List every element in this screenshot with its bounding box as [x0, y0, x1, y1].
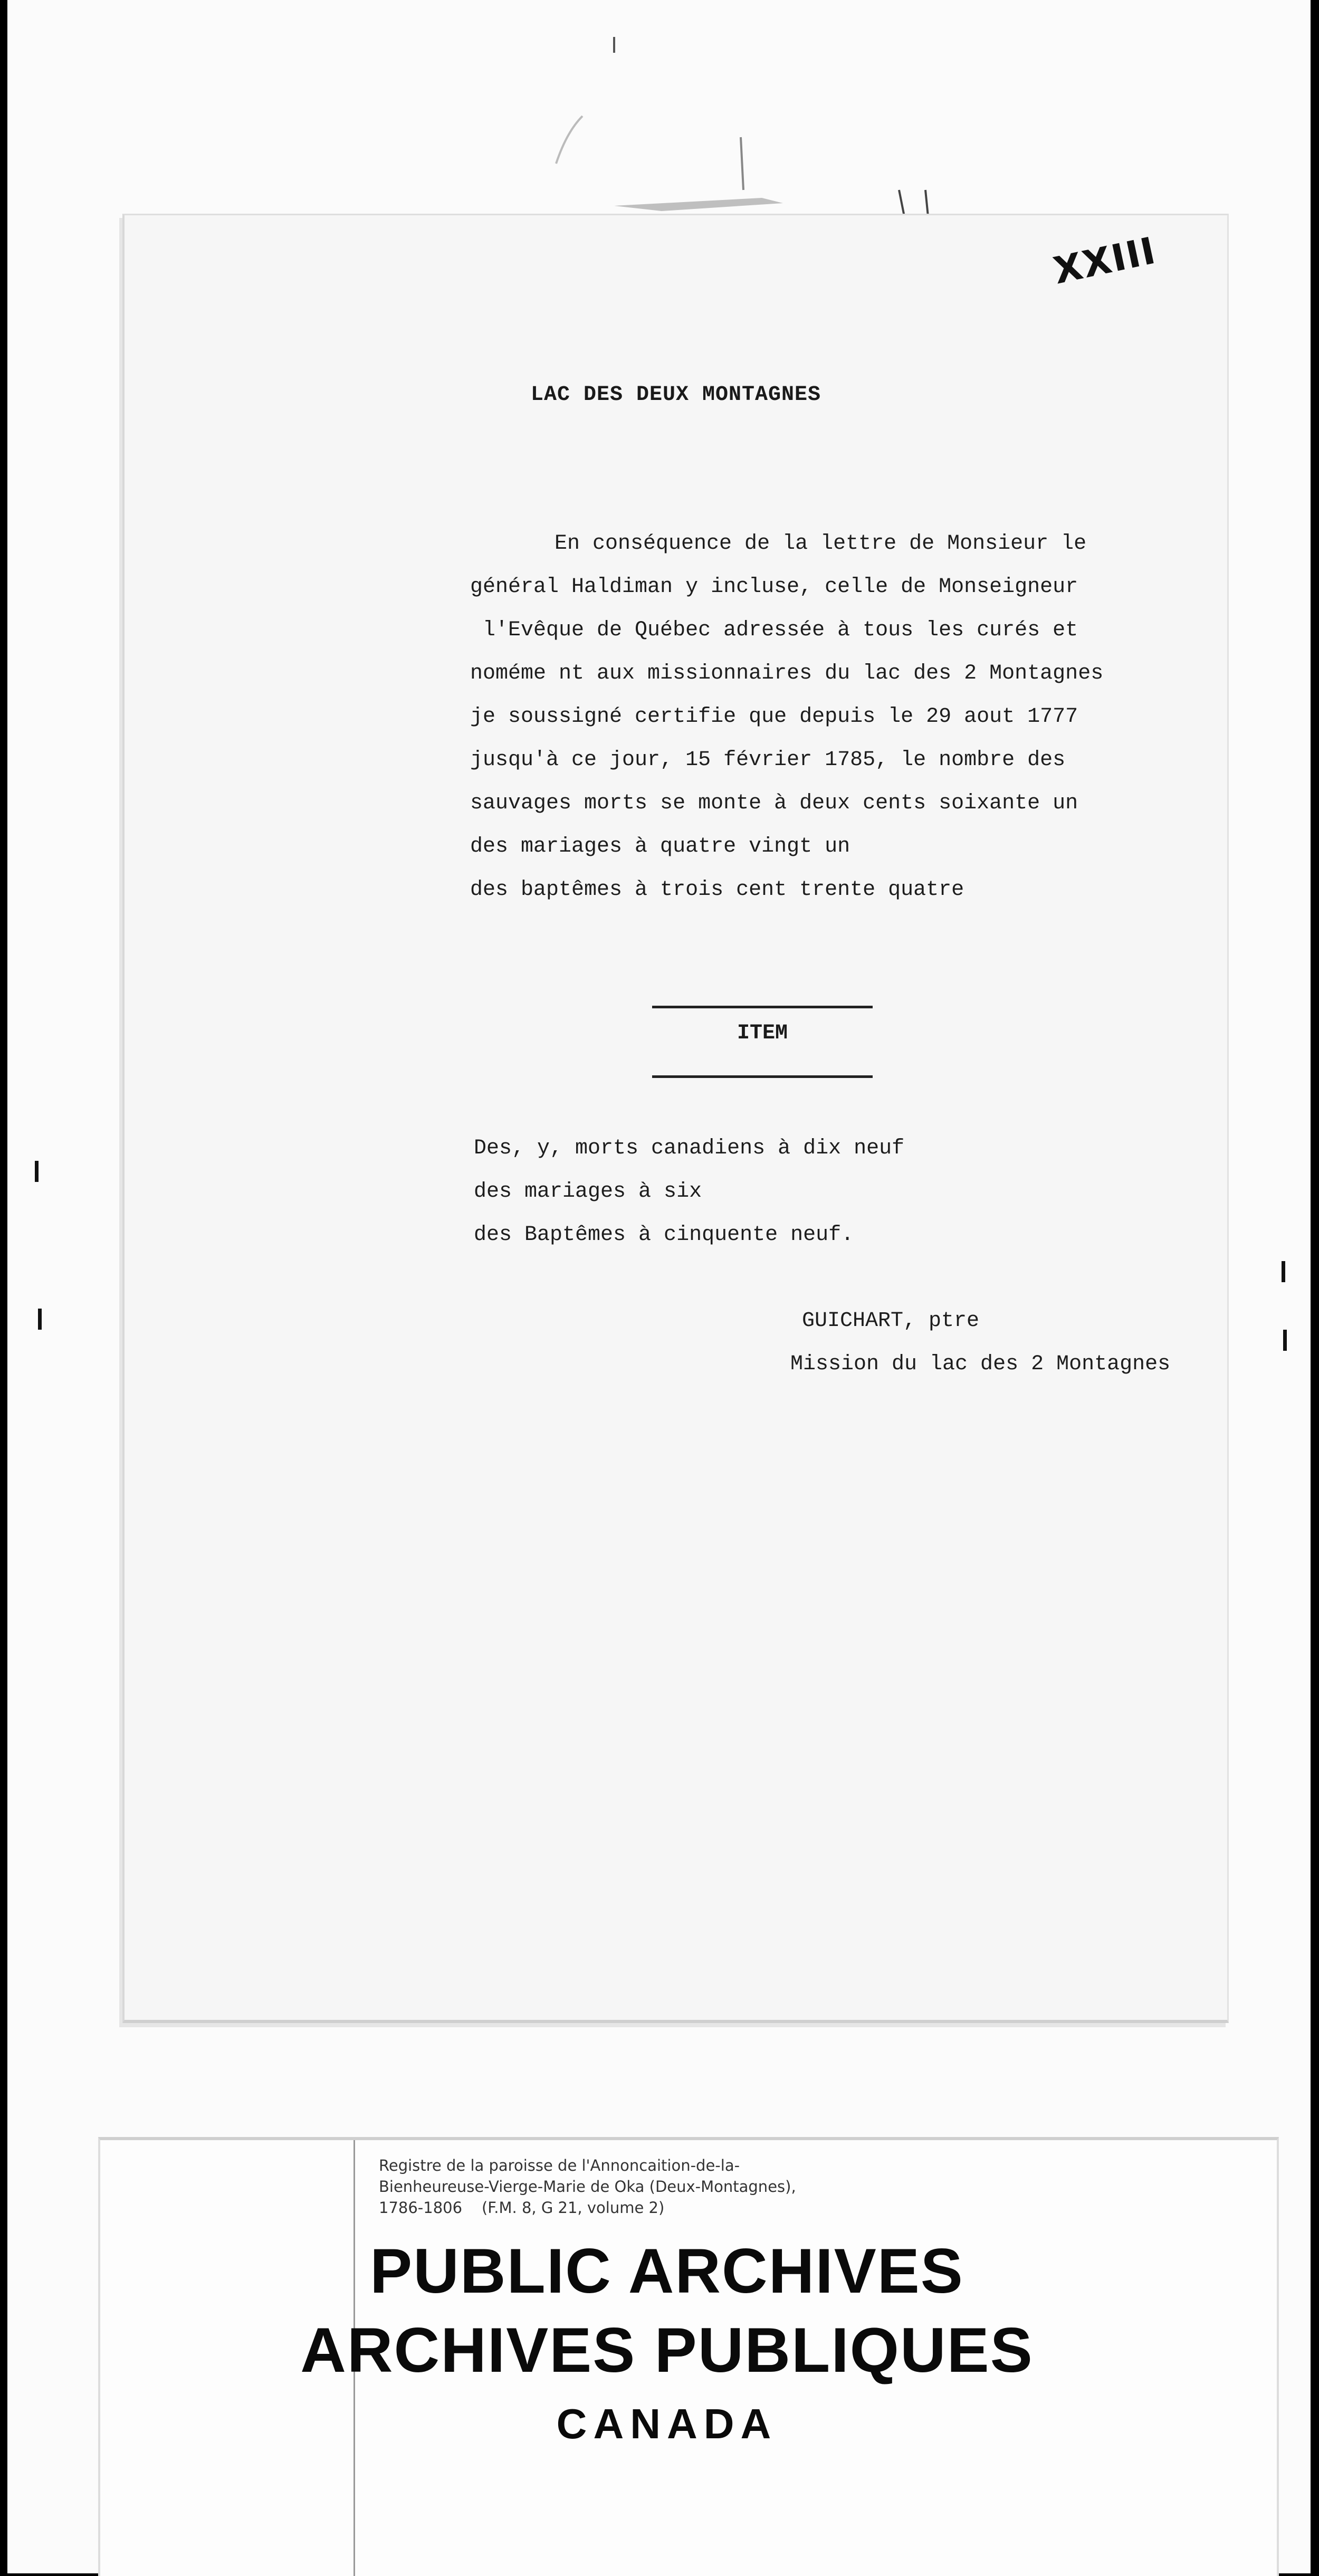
microfilm-frame [7, 0, 1311, 2573]
item-rule-top [652, 1006, 873, 1008]
declaration-line: En conséquence de la lettre de Monsieur le [555, 532, 1087, 556]
declaration-line: l'Evêque de Québec adressée à tous les curés et [470, 618, 1078, 642]
typed-sheet [122, 214, 1229, 2023]
signature-block [790, 1300, 1170, 1386]
signature-name: GUICHART, ptre [802, 1309, 980, 1333]
film-edge-tick [1283, 1330, 1287, 1351]
signature-location: Mission du lac des 2 Montagnes [790, 1352, 1171, 1376]
declaration-line: des mariages à quatre vingt un [470, 835, 850, 858]
archives-country: CANADA [556, 2400, 778, 2447]
register-note [379, 2155, 796, 2218]
register-note-line: Bienheureuse-Vierge-Marie de Oka (Deux-Montagnes), [379, 2178, 796, 2196]
item-paragraph [474, 1127, 904, 1257]
declaration-line: je soussigné certifie que depuis le 29 aout 1777 [470, 705, 1078, 729]
document-title: LAC DES DEUX MONTAGNES [530, 383, 821, 407]
item-heading: ITEM [737, 1022, 788, 1045]
register-note-line: Registre de la paroisse de l'Annoncaition-de-la- [379, 2157, 740, 2174]
archives-heading-french: ARCHIVES PUBLIQUES [300, 2315, 1034, 2386]
item-rule-bottom [652, 1075, 873, 1078]
item-line: des Baptêmes à cinquente neuf. [474, 1223, 854, 1247]
declaration-line: général Haldiman y incluse, celle de Monseigneur [470, 575, 1078, 599]
archives-heading-english: PUBLIC ARCHIVES [370, 2236, 964, 2306]
item-line: des mariages à six [474, 1180, 702, 1204]
declaration-line: noméme nt aux missionnaires du lac des 2 Montagnes [470, 662, 1104, 685]
film-edge-tick [1282, 1261, 1285, 1282]
register-note-line: 1786-1806 (F.M. 8, G 21, volume 2) [379, 2199, 665, 2217]
item-line: Des, y, morts canadiens à dix neuf [474, 1137, 905, 1160]
sheet-number-stamp: XXIII [1049, 228, 1160, 293]
declaration-line: des baptêmes à trois cent trente quatre [470, 878, 964, 902]
film-edge-tick [38, 1309, 42, 1330]
film-edge-tick [35, 1161, 39, 1182]
declaration-line: sauvages morts se monte à deux cents soixante un [470, 791, 1078, 815]
declaration-paragraph [470, 522, 1103, 912]
declaration-line: jusqu'à ce jour, 15 février 1785, le nombre des [470, 748, 1066, 772]
film-scratch-marks [535, 32, 957, 222]
